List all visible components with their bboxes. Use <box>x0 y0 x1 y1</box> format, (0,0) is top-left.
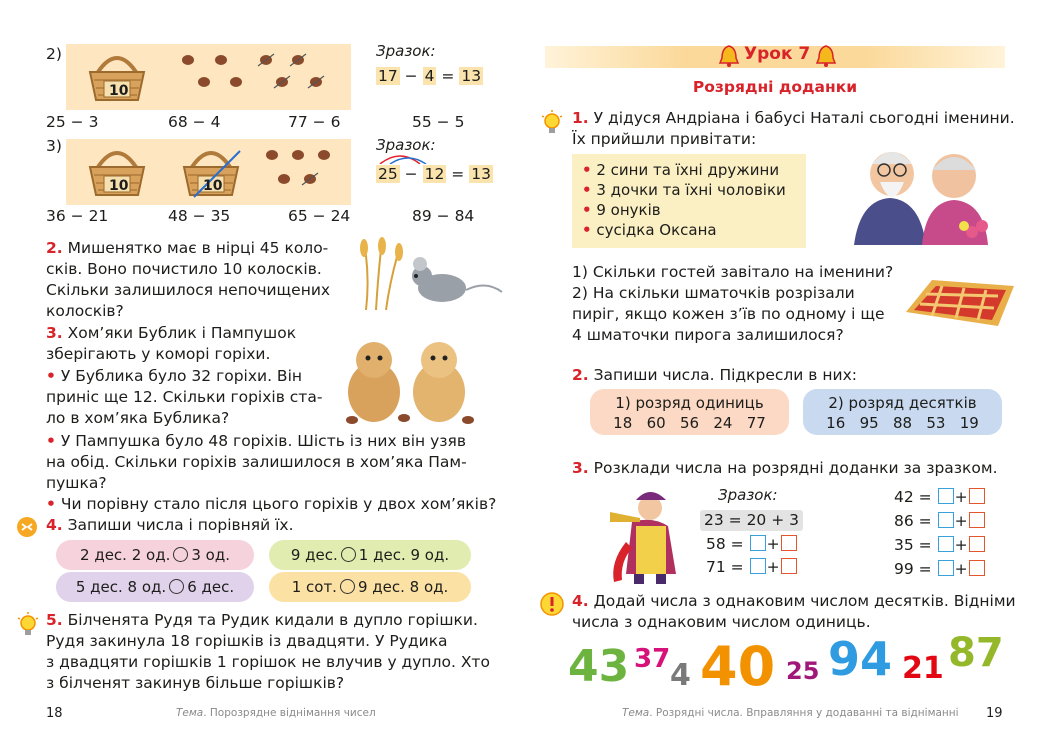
guest-item <box>582 220 717 241</box>
tens-box[interactable] <box>938 488 954 504</box>
task3-line: зберігають у коморі горіхи. <box>46 345 271 363</box>
task-number: 4. <box>572 592 589 610</box>
row-number: 42 = <box>894 488 932 506</box>
bullet: • <box>582 201 592 219</box>
theme-label: Тема <box>176 707 204 719</box>
task-number: 2. <box>46 239 63 257</box>
task1-question: пиріг, якщо кожен з’їв по одному і ще <box>572 305 885 323</box>
expr: 68 − 4 <box>168 113 221 131</box>
pie-illustration <box>902 272 1020 330</box>
colored-number: 4 <box>670 658 691 693</box>
decompose-row <box>894 487 986 508</box>
lesson-title: Урок 7 <box>744 44 811 64</box>
task3-line: пушка? <box>46 474 107 492</box>
bullet: • <box>582 161 592 179</box>
lesson-subtitle: Розрядні доданки <box>692 78 858 96</box>
task5-line <box>46 610 478 631</box>
task3r-line <box>572 458 998 479</box>
row3-sample-label: Зразок: <box>376 136 436 154</box>
tens-box[interactable] <box>938 512 954 528</box>
row2-illustration <box>66 44 351 110</box>
bullet-text: У Пампушка було 48 горіхів. Шість із них він узяв <box>60 432 466 450</box>
basket-number: 10 <box>109 178 129 194</box>
grandparents-illustration <box>850 140 1000 245</box>
colored-number: 40 <box>700 635 776 698</box>
task4-text: Запиши числа і порівняй їх. <box>67 516 294 534</box>
row-number: 86 = <box>894 512 932 530</box>
theme-label: Тема <box>622 707 650 719</box>
plus-sign: + <box>954 488 968 506</box>
task3r-text: Розклади числа на розрядні доданки за зразком. <box>593 459 998 477</box>
task2-text: Мишенятко має в нірці 45 коло- <box>67 239 329 257</box>
theme-text: . Порозрядне віднімання чисел <box>203 707 376 719</box>
compare-pill <box>269 572 471 602</box>
guest-list-box <box>572 154 806 248</box>
pill-right: 1 дес. 9 од. <box>358 546 450 564</box>
task2r-text: Запиши числа. Підкресли в них: <box>593 366 857 384</box>
task-number: 1. <box>572 109 589 127</box>
task3-bullet-line <box>46 494 496 515</box>
colored-number: 94 <box>828 632 893 686</box>
lightbulb-icon <box>16 612 40 638</box>
plus-sign: + <box>954 536 968 554</box>
task3r-sample-label: Зразок: <box>718 486 778 504</box>
row3-sample <box>376 164 493 185</box>
hamsters-illustration <box>334 336 482 426</box>
task3-line: приніс ще 12. Скільки горіхів ста- <box>46 388 323 406</box>
task1-question: 1) Скільки гостей завітало на іменини? <box>572 263 894 281</box>
guest-item <box>582 160 779 181</box>
digit-place-box-tens <box>803 389 1002 435</box>
plus-sign: + <box>766 558 780 576</box>
task-number: 3. <box>46 324 63 342</box>
sample-arcs <box>376 150 476 164</box>
colored-number: 43 <box>568 641 630 692</box>
sample-eq: = <box>451 165 465 183</box>
bullet: • <box>46 367 56 385</box>
task1-line <box>572 108 1015 129</box>
plus-sign: + <box>954 560 968 578</box>
compare-circle[interactable] <box>173 547 188 562</box>
sample-op: − <box>404 165 418 183</box>
row2-sample-label: Зразок: <box>376 42 436 60</box>
expr: 77 − 6 <box>288 113 341 131</box>
decompose-row <box>706 557 798 578</box>
sample-op: − <box>404 67 418 85</box>
task1-text: У дідуся Андріана і бабусі Наталі сьогодні іменини. <box>593 109 1015 127</box>
decompose-row <box>894 559 986 580</box>
guest-text: сусідка Оксана <box>596 221 717 239</box>
basket-number: 10 <box>109 83 129 99</box>
bullet: • <box>582 181 592 199</box>
row3-label: 3) <box>46 137 62 155</box>
guest-item <box>582 200 661 221</box>
pill-right: 9 дес. 8 од. <box>357 578 449 596</box>
bullet: • <box>46 432 56 450</box>
expr: 89 − 84 <box>412 207 475 225</box>
nuts-icon <box>262 145 342 195</box>
task1-line: Їх прийшли привітати: <box>572 130 757 148</box>
compare-circle[interactable] <box>341 547 356 562</box>
compare-pill <box>56 540 254 570</box>
expr: 36 − 21 <box>46 207 109 225</box>
task-number: 3. <box>572 459 589 477</box>
units-box[interactable] <box>969 512 985 528</box>
pill-right: 3 од. <box>191 546 230 564</box>
task4r-line: числа з однаковим числом одиниць. <box>572 613 871 631</box>
bullet: • <box>46 495 56 513</box>
compare-icon <box>16 516 38 538</box>
basket-number: 10 <box>203 178 223 194</box>
digit-place-box-units <box>590 389 789 435</box>
attention-icon <box>540 592 564 616</box>
colored-number: 37 <box>634 644 671 674</box>
mouse-wheat-illustration <box>356 236 506 312</box>
task5-line: з двадцяти горішків 1 горішок не влучив у дупло. Хто <box>46 653 490 671</box>
theme-text: . Розрядні числа. Вправляння у додаванні та відніманні <box>649 707 959 719</box>
task5-text: Білченята Рудя та Рудик кидали в дупло горішки. <box>67 611 478 629</box>
task2-line <box>46 238 328 259</box>
pill-left: 5 дес. 8 од. <box>75 578 167 596</box>
tens-box[interactable] <box>938 560 954 576</box>
task1-question: 4 шматочки пирога залишилося? <box>572 326 844 344</box>
expr: 48 − 35 <box>168 207 231 225</box>
row-number: 58 = <box>706 535 744 553</box>
row3-illustration <box>66 139 351 205</box>
page-number: 19 <box>986 706 1003 721</box>
bullet: • <box>582 221 592 239</box>
task4-line <box>46 515 294 536</box>
task4r-line <box>572 591 1016 612</box>
task2r-line <box>572 365 857 386</box>
compare-pill <box>56 572 254 602</box>
task3r-sample: 23 = 20 + 3 <box>700 510 803 531</box>
decompose-row <box>706 534 798 555</box>
units-box[interactable] <box>969 488 985 504</box>
plus-sign: + <box>954 512 968 530</box>
row-number: 35 = <box>894 536 932 554</box>
row2-label: 2) <box>46 45 62 63</box>
colored-number: 25 <box>786 657 820 685</box>
expr: 25 − 3 <box>46 113 99 131</box>
units-box[interactable] <box>969 536 985 552</box>
task2-line: Скільки залишилося непочищених <box>46 281 331 299</box>
guest-text: 9 онуків <box>596 201 661 219</box>
decompose-row <box>894 511 986 532</box>
units-box[interactable] <box>781 535 797 551</box>
task3-line: на обід. Скільки горіхів залишилося в хом’яка Пам- <box>46 453 467 471</box>
box-numbers: 16 95 88 53 19 <box>826 414 979 432</box>
task3-line: ло в хом’яка Бублика? <box>46 409 230 427</box>
row-number: 99 = <box>894 560 932 578</box>
colored-number: 21 <box>902 651 944 686</box>
task5-line: з білченят закинув більше горішків? <box>46 674 345 692</box>
task3-bullet-line <box>46 431 466 452</box>
bullet-text: У Бублика було 32 горіхи. Він <box>60 367 303 385</box>
task4r-text: Додай числа з однаковим числом десятків. Відніми <box>593 592 1016 610</box>
task5-line: Рудя закинула 18 горішків із двадцяти. У Рудика <box>46 632 448 650</box>
compare-circle[interactable] <box>340 579 355 594</box>
units-box[interactable] <box>969 560 985 576</box>
task1-question: 2) На скільки шматочків розрізали <box>572 284 855 302</box>
box-title: 2) розряд десятків <box>828 394 977 412</box>
row2-sample <box>376 66 483 87</box>
pill-left: 2 дес. 2 од. <box>80 546 171 564</box>
sample-res: 13 <box>461 67 482 85</box>
sample-a: 17 <box>378 67 398 85</box>
task-number: 2. <box>572 366 589 384</box>
guest-text: 3 дочки та їхні чоловіки <box>596 181 786 199</box>
expr: 55 − 5 <box>412 113 465 131</box>
footer-theme <box>176 707 376 719</box>
task-number: 5. <box>46 611 63 629</box>
sample-a: 25 <box>378 165 398 183</box>
compare-circle[interactable] <box>169 579 184 594</box>
box-numbers: 18 60 56 24 77 <box>613 414 766 432</box>
expr: 65 − 24 <box>288 207 351 225</box>
compare-pill <box>269 540 471 570</box>
task3-bullet-line <box>46 366 302 387</box>
tens-box[interactable] <box>938 536 954 552</box>
row-number: 71 = <box>706 558 744 576</box>
sample-eq: = <box>441 67 455 85</box>
colored-number: 87 <box>948 630 1004 676</box>
tens-box[interactable] <box>750 558 766 574</box>
guest-item <box>582 180 786 201</box>
bell-icon <box>718 44 740 68</box>
bullet-text: Чи порівну стало після цього горіхів у двох хом’яків? <box>60 495 497 513</box>
herald-illustration <box>606 482 696 584</box>
footer-theme <box>622 707 959 719</box>
task-number: 4. <box>46 516 63 534</box>
page-number: 18 <box>46 706 63 721</box>
task2-line: колосків? <box>46 302 124 320</box>
nuts-icon <box>176 50 336 100</box>
bell-icon <box>815 44 837 68</box>
guest-text: 2 сини та їхні дружини <box>596 161 780 179</box>
pill-left: 9 дес. <box>290 546 338 564</box>
task2-line: сків. Воно почистило 10 колосків. <box>46 260 322 278</box>
plus-sign: + <box>766 535 780 553</box>
decompose-row <box>894 535 986 556</box>
units-box[interactable] <box>781 558 797 574</box>
task3-line <box>46 323 296 344</box>
box-title: 1) розряд одиниць <box>615 394 764 412</box>
sample-b: 4 <box>424 67 435 85</box>
sample-b: 12 <box>424 165 445 183</box>
pill-left: 1 сот. <box>291 578 337 596</box>
sample-res: 13 <box>471 165 491 183</box>
lightbulb-icon <box>540 110 564 136</box>
task3-text: Хом’яки Бублик і Пампушок <box>67 324 297 342</box>
tens-box[interactable] <box>750 535 766 551</box>
pill-right: 6 дес. <box>187 578 235 596</box>
